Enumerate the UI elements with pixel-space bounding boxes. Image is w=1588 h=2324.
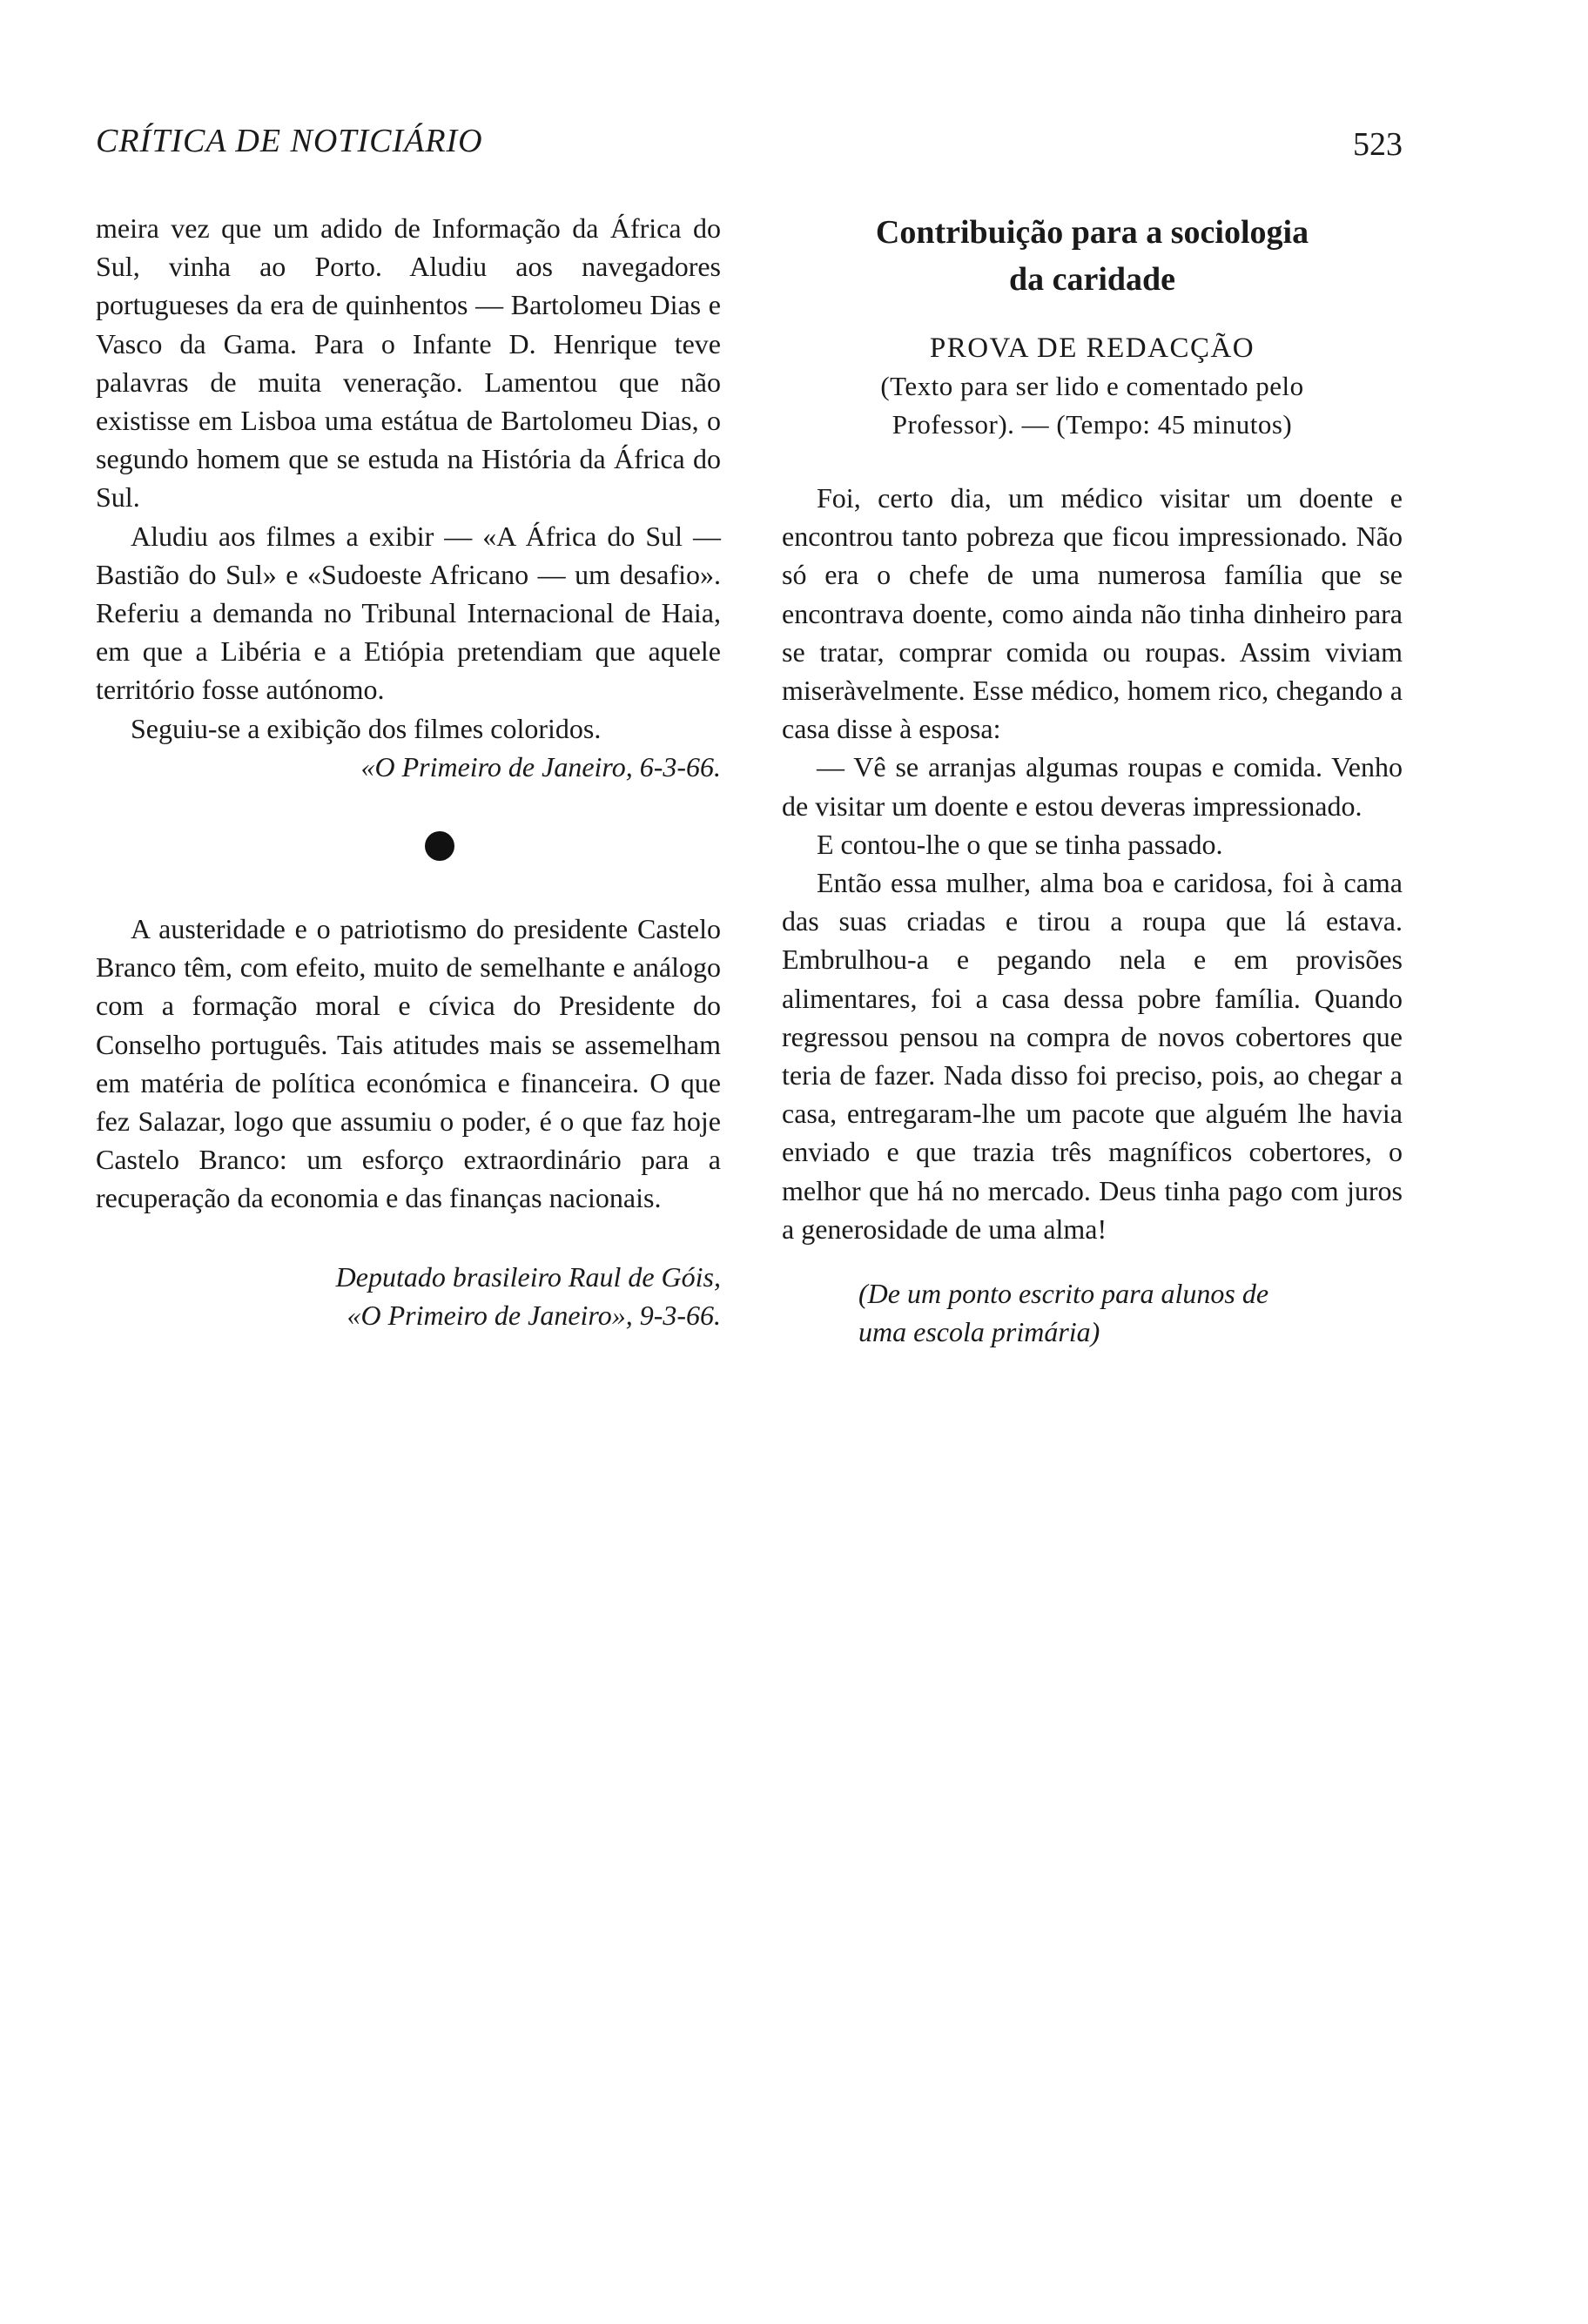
instruction-line: Professor). — (Tempo: 45 minutos) — [892, 409, 1293, 440]
running-head: CRÍTICA DE NOTICIÁRIO — [96, 123, 483, 159]
note-line: uma escola primária) — [858, 1316, 1100, 1348]
instruction-line: (Texto para ser lido e comentado pelo — [880, 371, 1304, 401]
paragraph: E contou-lhe o que se tinha passado. — [817, 828, 1223, 860]
right-column — [782, 209, 1403, 1351]
title-line: Contribuição para a sociologia — [875, 214, 1309, 251]
paragraph: Aludiu aos filmes a exibir — «A África do Sul — Bastião do Sul» e «Sudoeste Africano — um desafio». Referiu a demanda no Tribunal Internacional de Haia, em que a Libéria e a Etiópia pretendiam que aquele território fosse autónomo. — [96, 520, 721, 706]
note-line: (De um ponto escrito para alunos de — [858, 1278, 1269, 1310]
page-number: 523 — [1353, 126, 1403, 163]
paragraph: Seguiu-se a exibição dos filmes coloridos. — [131, 712, 602, 744]
title-line: da caridade — [1008, 261, 1176, 298]
source-note — [782, 1274, 1403, 1351]
paragraph: A austeridade e o patriotismo do presidente Castelo Branco têm, com efeito, muito de semelhante e análogo com a formação moral e cívica do Presidente do Conselho português. Tais atitudes mais se assemelham em matéria de política económica e financeira. O que fez Salazar, logo que assumiu o poder, é o que faz hoje Castelo Branco: um esforço extraordinário para a recuperação da economia e das finanças nacionais. — [96, 913, 721, 1214]
paragraph: Foi, certo dia, um médico visitar um doente e encontrou tanto pobreza que ficou impressionado. Não só era o chefe de uma numerosa família que se encontrava doente, como ainda não tinha dinheiro para se tratar, comprar comida ou roupas. Assim viviam miseràvelmente. Esse médico, homem rico, chegando a casa disse à esposa: — [782, 482, 1403, 745]
exam-instructions — [782, 367, 1403, 444]
source-citation: «O Primeiro de Janeiro, 6-3-66. — [360, 750, 721, 783]
article-title — [782, 209, 1403, 303]
section-separator-dot — [425, 831, 454, 861]
paragraph: — Vê se arranjas algumas roupas e comida. Venho de visitar um doente e estou deveras impressionado. — [782, 751, 1403, 822]
source-citation — [96, 1258, 721, 1334]
paragraph: Então essa mulher, alma boa e caridosa, foi à cama das suas criadas e tirou a roupa que lá estava. Embrulhou-a e pegando nela e em provisões alimentares, foi a casa dessa pobre família. Quando regressou pensou na compra de novos cobertores que teria de fazer. Nada disso foi preciso, pois, ao chegar a casa, entregaram-lhe um pacote que alguém lhe havia enviado e que trazia três magníficos cobertores, o melhor que há no mercado. Deus tinha pago com juros a generosidade de uma alma! — [782, 867, 1403, 1245]
left-column — [96, 209, 721, 1334]
exam-heading: PROVA DE REDACÇÃO — [929, 332, 1255, 364]
citation-line: Deputado brasileiro Raul de Góis, — [335, 1260, 721, 1293]
paragraph: meira vez que um adido de Informação da África do Sul, vinha ao Porto. Aludiu aos navegadores portugueses da era de quinhentos — Bartolomeu Dias e Vasco da Gama. Para o Infante D. Henrique teve palavras de muita veneração. Lamentou que não existisse em Lisboa uma estátua de Bartolomeu Dias, o segundo homem que se estuda na História da África do Sul. — [96, 212, 721, 514]
citation-line: «O Primeiro de Janeiro», 9-3-66. — [347, 1299, 721, 1331]
